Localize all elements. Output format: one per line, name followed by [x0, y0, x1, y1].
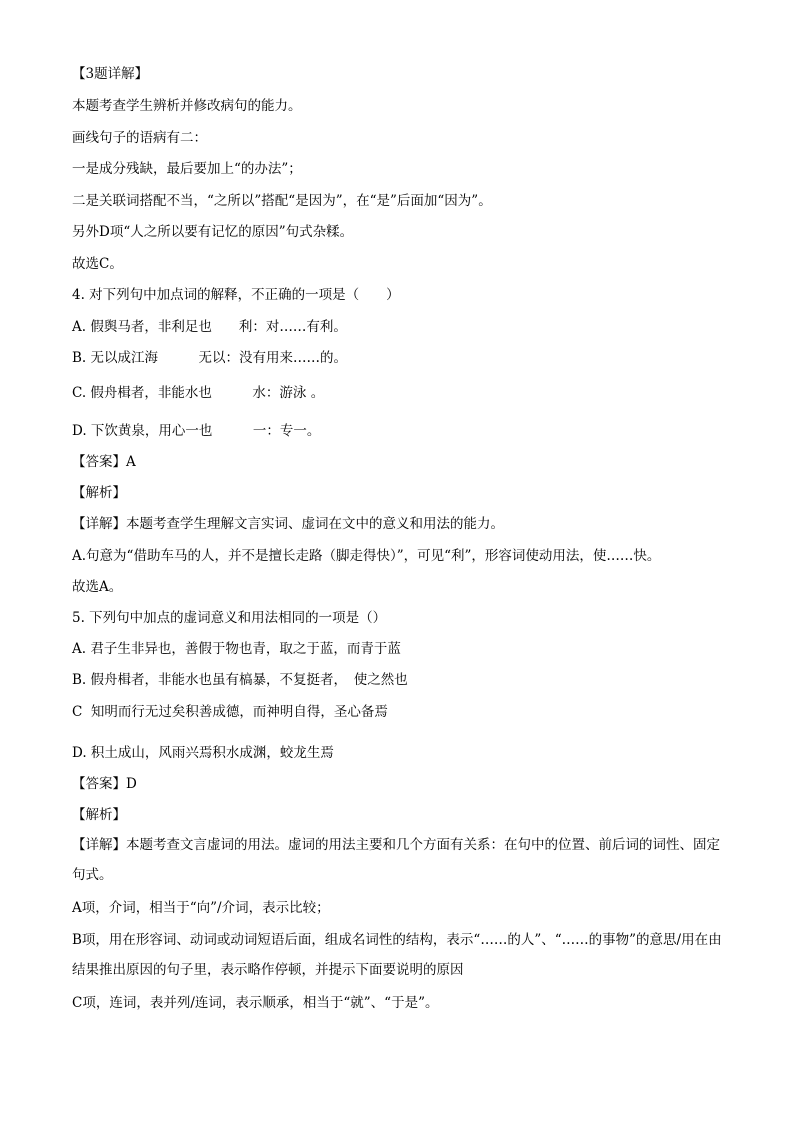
text-paragraph: B项，用在形容词、动词或动词短语后面，组成名词性的结构，表示“……的人”、“……的事物”的意思/用在由结果推出原因的句子里，表示略作停顿，并提示下面要说明的原因	[72, 932, 722, 978]
analysis-label: 【解析】	[72, 807, 126, 823]
text-line: 另外D项“人之所以要有记忆的原因”句式杂糅。	[72, 224, 354, 240]
answer-label: 【答案】D	[72, 776, 137, 792]
text-line: 故选C。	[72, 256, 123, 272]
option-b: B. 无以成江海 无以：没有用来……的。	[72, 350, 348, 366]
text-line: 【详解】本题考查学生理解文言实词、虚词在文中的意义和用法的能力。	[72, 516, 504, 532]
option-d: D. 下饮黄泉，用心一也 一：专一。	[72, 423, 321, 439]
option-d: D. 积土成山，风雨兴焉积水成渊，蛟龙生焉	[72, 745, 334, 761]
answer-label: 【答案】A	[72, 454, 136, 470]
text-line: A.句意为“借助车马的人，并不是擅长走路（脚走得快）”，可见“利”，形容词使动用法，使……快。	[72, 548, 661, 564]
text-paragraph: 【详解】本题考查文言虚词的用法。虚词的用法主要和几个方面有关系：在句中的位置、前后词的词性、固定句式。	[72, 837, 720, 883]
text-line: 本题考查学生辨析并修改病句的能力。	[72, 98, 302, 114]
text-line: 一是成分残缺，最后要加上“的办法”；	[72, 161, 302, 177]
option-a: A. 君子生非异也，善假于物也青，取之于蓝，而青于蓝	[72, 641, 401, 657]
option-b: B. 假舟楫者，非能水也虽有槁暴，不复挺者， 使之然也	[72, 672, 408, 688]
text-line: A项，介词，相当于“向”/介词，表示比较；	[72, 900, 330, 916]
option-a: A. 假舆马者，非利足也 利：对……有利。	[72, 319, 347, 335]
question-5: 5. 下列句中加点的虚词意义和用法相同的一项是（）	[72, 610, 387, 626]
analysis-label: 【解析】	[72, 485, 126, 501]
text-line: 二是关联词搭配不当，“之所以”搭配“是因为”，在“是”后面加“因为”。	[72, 193, 492, 209]
question-4: 4. 对下列句中加点词的解释，不正确的一项是（ ）	[72, 287, 400, 303]
option-c: C 知明而行无过矣积善成德，而神明自得，圣心备焉	[72, 704, 388, 720]
text-line: 画线句子的语病有二：	[72, 130, 207, 146]
text-line: C项，连词，表并列/连词，表示顺承，相当于“就”、“于是”。	[72, 995, 439, 1011]
text-line: 故选A。	[72, 579, 123, 595]
option-c: C. 假舟楫者，非能水也 水：游泳 。	[72, 385, 325, 401]
section-heading-q3: 【3题详解】	[72, 66, 149, 82]
